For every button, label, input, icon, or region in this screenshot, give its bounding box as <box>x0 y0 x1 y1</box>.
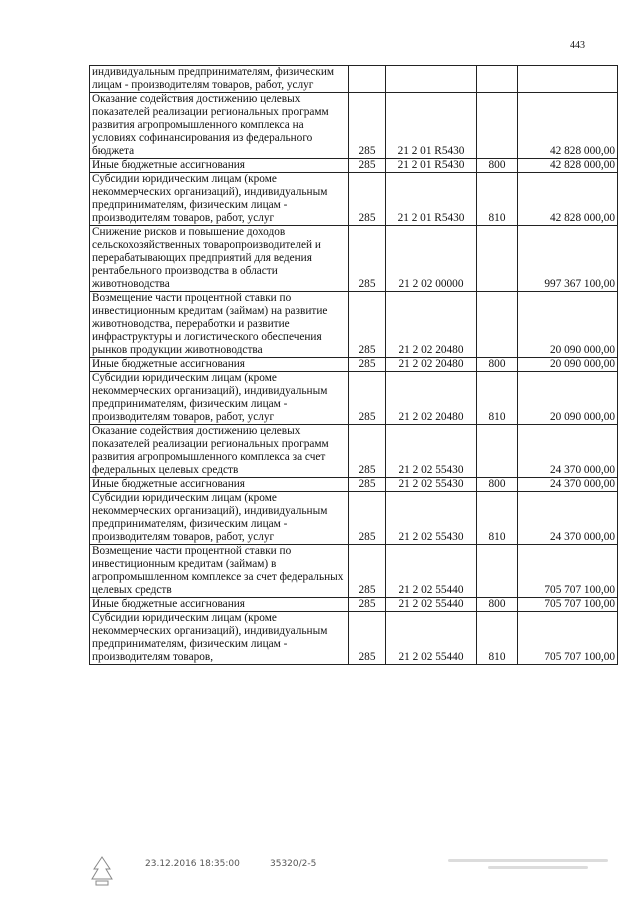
row-name-cell: Иные бюджетные ассигнования <box>90 478 349 492</box>
row-sum-cell: 705 707 100,00 <box>518 612 618 665</box>
row-code-cell: 21 2 02 55440 <box>386 598 477 612</box>
row-gr-cell: 285 <box>349 372 386 425</box>
table-row <box>90 159 618 173</box>
table-row <box>90 545 618 598</box>
table-row <box>90 478 618 492</box>
table-row <box>90 66 618 93</box>
row-sum-cell: 20 090 000,00 <box>518 292 618 358</box>
row-vr-cell <box>477 425 518 478</box>
row-code-cell: 21 2 02 55440 <box>386 545 477 598</box>
row-code-cell: 21 2 02 55430 <box>386 425 477 478</box>
row-gr-cell: 285 <box>349 358 386 372</box>
budget-table-body <box>90 66 618 665</box>
table-row <box>90 173 618 226</box>
row-code-cell <box>386 66 477 93</box>
row-sum-cell <box>518 66 618 93</box>
row-gr-cell: 285 <box>349 425 386 478</box>
row-code-cell: 21 2 02 55440 <box>386 612 477 665</box>
table-row <box>90 612 618 665</box>
row-name-cell: Оказание содействия достижению целевых показателей реализации региональных программ развития агропромышленного комплекса за счет федеральных целевых средств <box>90 425 349 478</box>
page-number: 443 <box>570 40 585 51</box>
row-gr-cell: 285 <box>349 612 386 665</box>
row-vr-cell <box>477 66 518 93</box>
row-gr-cell: 285 <box>349 292 386 358</box>
row-vr-cell: 810 <box>477 173 518 226</box>
row-name-cell: Иные бюджетные ассигнования <box>90 598 349 612</box>
table-row <box>90 226 618 292</box>
row-code-cell: 21 2 02 55430 <box>386 492 477 545</box>
row-vr-cell: 800 <box>477 159 518 173</box>
row-code-cell: 21 2 02 20480 <box>386 358 477 372</box>
page-footer <box>90 855 610 895</box>
row-vr-cell: 800 <box>477 358 518 372</box>
row-sum-cell: 24 370 000,00 <box>518 492 618 545</box>
footer-document-code: 35320/2-5 <box>270 859 317 869</box>
row-name-cell: Субсидии юридическим лицам (кроме некоммерческих организаций), индивидуальным предпринимателям, физическим лицам - производителям товаров, работ, услуг <box>90 372 349 425</box>
row-vr-cell: 800 <box>477 478 518 492</box>
row-name-cell: Субсидии юридическим лицам (кроме некоммерческих организаций), индивидуальным предпринимателям, физическим лицам - производителям товаров, работ, услуг <box>90 492 349 545</box>
row-gr-cell: 285 <box>349 545 386 598</box>
table-row <box>90 93 618 159</box>
row-sum-cell: 705 707 100,00 <box>518 598 618 612</box>
table-row <box>90 372 618 425</box>
row-gr-cell: 285 <box>349 492 386 545</box>
row-sum-cell: 705 707 100,00 <box>518 545 618 598</box>
row-name-cell: Субсидии юридическим лицам (кроме некоммерческих организаций), индивидуальным предпринимателям, физическим лицам - производителям товаров, <box>90 612 349 665</box>
row-gr-cell: 285 <box>349 93 386 159</box>
row-sum-cell: 24 370 000,00 <box>518 478 618 492</box>
row-code-cell: 21 2 02 20480 <box>386 292 477 358</box>
row-vr-cell <box>477 545 518 598</box>
row-sum-cell: 42 828 000,00 <box>518 93 618 159</box>
row-sum-cell: 24 370 000,00 <box>518 425 618 478</box>
row-vr-cell <box>477 93 518 159</box>
row-sum-cell: 20 090 000,00 <box>518 358 618 372</box>
row-name-cell: Возмещение части процентной ставки по инвестиционным кредитам (займам) в агропромышленном комплексе за счет федеральных целевых средств <box>90 545 349 598</box>
row-name-cell: Снижение рисков и повышение доходов сельскохозяйственных товаропроизводителей и перерабатывающих предприятий для ведения рентабельного производства в области животноводства <box>90 226 349 292</box>
row-name-cell: индивидуальным предпринимателям, физическим лицам - производителям товаров, работ, услуг <box>90 66 349 93</box>
row-vr-cell: 810 <box>477 372 518 425</box>
row-gr-cell: 285 <box>349 173 386 226</box>
table-row <box>90 292 618 358</box>
row-code-cell: 21 2 02 00000 <box>386 226 477 292</box>
row-code-cell: 21 2 01 R5430 <box>386 173 477 226</box>
row-gr-cell: 285 <box>349 478 386 492</box>
row-gr-cell <box>349 66 386 93</box>
row-gr-cell: 285 <box>349 159 386 173</box>
row-sum-cell: 997 367 100,00 <box>518 226 618 292</box>
row-sum-cell: 42 828 000,00 <box>518 159 618 173</box>
row-name-cell: Иные бюджетные ассигнования <box>90 358 349 372</box>
row-code-cell: 21 2 01 R5430 <box>386 93 477 159</box>
row-vr-cell <box>477 226 518 292</box>
row-gr-cell: 285 <box>349 226 386 292</box>
row-vr-cell: 810 <box>477 612 518 665</box>
row-name-cell: Субсидии юридическим лицам (кроме некоммерческих организаций), индивидуальным предпринимателям, физическим лицам - производителям товаров, работ, услуг <box>90 173 349 226</box>
row-vr-cell: 810 <box>477 492 518 545</box>
row-name-cell: Оказание содействия достижению целевых показателей реализации региональных программ развития агропромышленного комплекса на условиях софинансирования из федерального бюджета <box>90 93 349 159</box>
budget-table <box>89 65 618 665</box>
row-sum-cell: 42 828 000,00 <box>518 173 618 226</box>
row-code-cell: 21 2 01 R5430 <box>386 159 477 173</box>
row-vr-cell: 800 <box>477 598 518 612</box>
table-row <box>90 358 618 372</box>
row-name-cell: Возмещение части процентной ставки по инвестиционным кредитам (займам) на развитие животноводства, переработки и развитие инфраструктуры и логистического обеспечения рынков продукции животноводства <box>90 292 349 358</box>
row-gr-cell: 285 <box>349 598 386 612</box>
row-sum-cell: 20 090 000,00 <box>518 372 618 425</box>
footer-timestamp: 23.12.2016 18:35:00 <box>145 859 240 869</box>
emblem-icon <box>90 855 114 887</box>
row-name-cell: Иные бюджетные ассигнования <box>90 159 349 173</box>
table-row <box>90 425 618 478</box>
faded-stamp <box>448 855 608 873</box>
row-code-cell: 21 2 02 55430 <box>386 478 477 492</box>
table-row <box>90 492 618 545</box>
row-vr-cell <box>477 292 518 358</box>
table-row <box>90 598 618 612</box>
row-code-cell: 21 2 02 20480 <box>386 372 477 425</box>
